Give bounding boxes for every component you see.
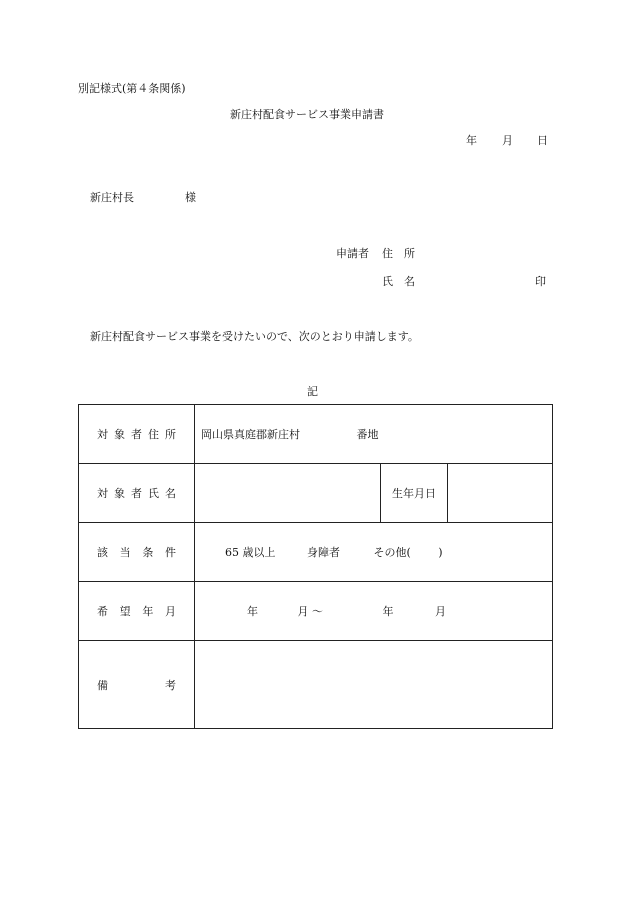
period-field[interactable]	[195, 582, 553, 641]
table-row-period	[79, 582, 553, 641]
table-row-address	[79, 405, 553, 464]
address-prefix: 岡山県真庭郡新庄村	[201, 428, 300, 441]
body-text: 新庄村配食サービス事業を受けたいので、次のとおり申請します。	[90, 330, 419, 343]
label-address: 対 象 者 住 所	[79, 405, 195, 464]
applicant-name-label: 氏 名	[382, 275, 415, 288]
label-name: 対 象 者 氏 名	[79, 464, 195, 523]
option-other[interactable]: その他(	[373, 546, 411, 559]
table-row-name	[79, 464, 553, 523]
birthdate-field[interactable]	[448, 464, 553, 523]
remarks-field[interactable]	[195, 641, 553, 729]
name-field[interactable]	[195, 464, 381, 523]
addressee-name: 新庄村長	[90, 191, 134, 204]
date-month-label: 月	[502, 134, 513, 147]
option-other-close: )	[438, 546, 443, 559]
application-table	[78, 404, 553, 729]
label-condition: 該 当 条 件	[79, 523, 195, 582]
date-year-label: 年	[466, 134, 477, 147]
condition-options	[195, 523, 553, 582]
date-day-label: 日	[537, 134, 548, 147]
period-start-month: 月 〜	[297, 605, 323, 618]
applicant-seal: 印	[535, 275, 546, 288]
ki-heading: 記	[307, 385, 318, 398]
period-start-year: 年	[247, 605, 258, 618]
table-row-condition	[79, 523, 553, 582]
label-period: 希 望 年 月	[79, 582, 195, 641]
address-suffix: 番地	[356, 428, 379, 441]
table-row-remarks	[79, 641, 553, 729]
document-title: 新庄村配食サービス事業申請書	[230, 108, 384, 121]
address-field[interactable]	[195, 405, 553, 464]
birthdate-label: 生年月日	[381, 464, 448, 523]
addressee-honorific: 様	[185, 191, 196, 204]
applicant-label: 申請者	[336, 247, 369, 260]
label-remarks: 備 考	[79, 641, 195, 729]
form-reference: 別記様式(第４条関係)	[78, 82, 186, 95]
period-end-month: 月	[435, 605, 446, 618]
option-age-65[interactable]: 65 歳以上	[225, 546, 276, 559]
period-end-year: 年	[382, 605, 394, 618]
option-disabled[interactable]: 身障者	[307, 546, 340, 559]
applicant-address-label: 住 所	[382, 247, 415, 260]
